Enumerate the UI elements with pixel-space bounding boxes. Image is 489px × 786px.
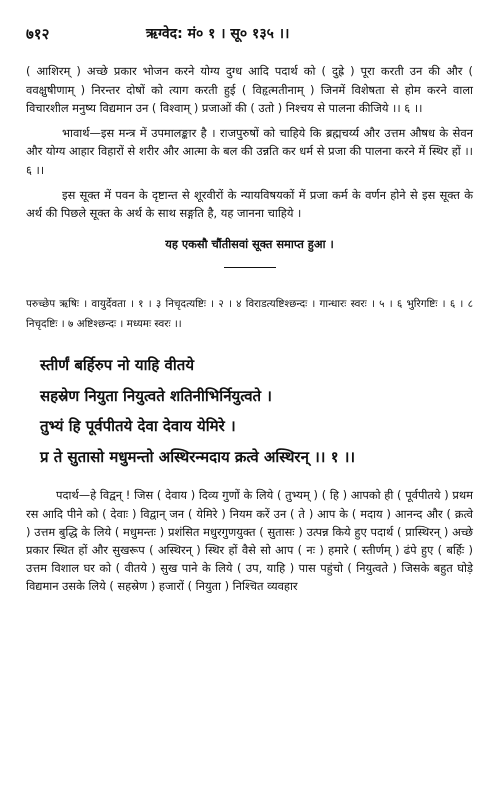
rishi-devata-chhanda: परुच्छेप ऋषिः । वायुर्देवता । १ । ३ निचृदत्यष्टिः । २ । ४ विराडत्यष्टिश्छन्दः । गान्धारः स्वरः । ५ । ६ भुरिगष्टिः । ६ । ८ निचृदष्टिः । ७ अष्टिश्छन्दः । मध्यमः स्वरः ।। <box>26 298 473 331</box>
section-divider <box>224 267 276 268</box>
sangati-paragraph: इस सूक्त में पवन के दृष्टान्त से शूरवीरों के न्यायविषयकों में प्रजा कर्म के वर्णन होने से इस सूक्त के अर्थ की पिछले सूक्त के अर्थ के साथ सङ्गति है, यह जानना चाहिये । <box>26 187 473 221</box>
sukta-colophon: यह एकसौ चौंतीसवां सूक्त समाप्त हुआ । <box>165 236 334 251</box>
page-body <box>26 62 473 596</box>
padarth-paragraph: पदार्थ—हे विद्वन् ! जिस ( देवाय ) दिव्य गुणों के लिये ( तुभ्यम् ) ( हि ) आपको ही ( पूर्वपीतये ) प्रथम रस आदि पीने को ( देवाः ) विद्वान् जन ( येमिरे ) नियम करें उन ( ते ) आप के ( मदाय ) आनन्द और ( क्रत्वे ) उत्तम बुद्धि के लिये ( मधुमन्तः ) प्रशंसित मधुरगुणयुक्त ( सुतासः ) उत्पन्न किये हुए पदार्थ ( प्रास्थिरन् ) अच्छे प्रकार स्थित हों और सुखरूप ( अस्थिरन् ) स्थिर हों वैसे सो आप ( नः ) हमारे ( स्तीर्णम् ) ढंपे हुए ( बर्हिः ) उत्तम विशाल घर को ( वीतये ) सुख पाने के लिये ( उप, याहि ) पास पहुंचो ( नियुत्वते ) जिसके बहुत घोड़े विद्यमान उसके लिये ( सहस्रेण ) हजारों ( नियुता ) निश्चित व्यवहार <box>26 488 473 594</box>
page-number: ७१२ <box>26 25 50 43</box>
mantra-line: तुभ्यं हि पूर्वपीतये देवा देवाय येमिरे । <box>40 417 236 436</box>
mantra-line: प्र ते सुतासो मधुमन्तो अस्थिरन्मदाय क्रत्वे अस्थिरन् ।। १ ।। <box>40 447 356 466</box>
running-head: ऋग्वेद: मं० १ । सू० १३५ ।। <box>146 26 290 42</box>
page-header <box>26 24 473 46</box>
mantra-line: सहस्रेण नियुता नियुत्वते शतिनीभिर्नियुत्वते । <box>40 386 272 405</box>
bhavarth-paragraph: भावार्थ—इस मन्त्र में उपमालङ्कार है । राजपुरुषों को चाहिये कि ब्रह्मचर्य्य और उत्तम औषध के सेवन और योग्य आहार विहारों से शरीर और आत्मा के बल की उन्नति कर धर्म से प्रजा की पालना करने में स्थिर हों ।। ६ ।। <box>26 125 473 177</box>
mantra-line: स्तीर्णं बर्हिरुप नो याहि वीतये <box>40 356 195 375</box>
mantra-block <box>26 350 473 472</box>
paragraph-mantra6-meaning: ( आशिरम् ) अच्छे प्रकार भोजन करने योग्य दुग्ध आदि पदार्थ को ( दुह्रे ) पूरा करती उन की और ( ववक्षुषीणाम् ) निरन्तर दोषों को त्याग करती हुई ( विहृत्मतीनाम् ) जिनमें विशेषता से होम करने वाला विचारशील मनुष्य विद्यमान उन ( विश्वाम् ) प्रजाओं की ( उतो ) निश्चय से पालना कीजिये ।। ६ ।। <box>26 64 473 116</box>
